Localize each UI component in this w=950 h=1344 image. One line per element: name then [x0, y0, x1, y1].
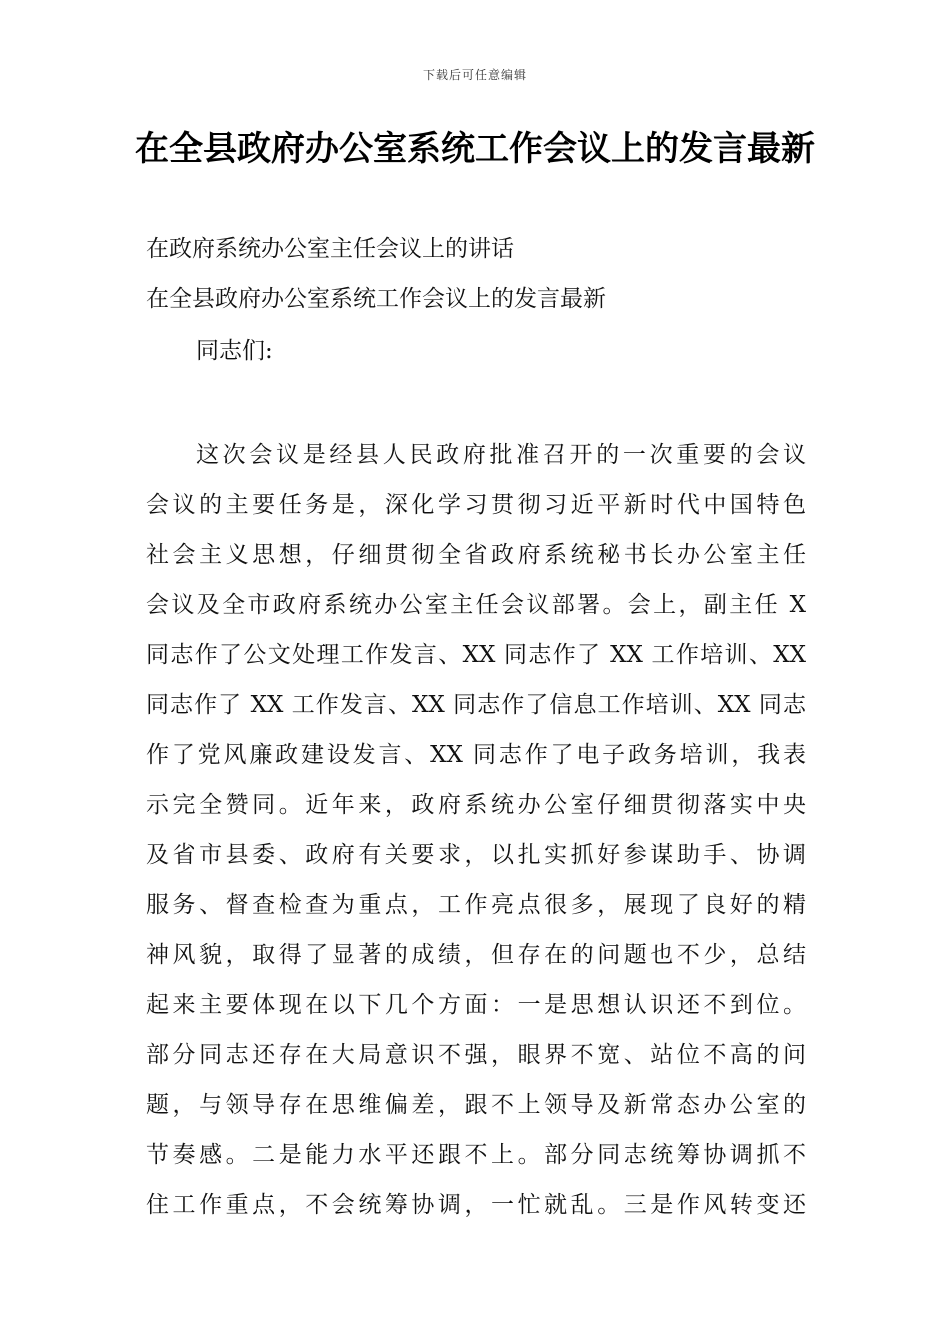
body-line: 示完全赞同。近年来，政府系统办公室仔细贯彻落实中央 [146, 792, 806, 818]
header-note: 下载后可任意编辑 [422, 68, 527, 82]
body-line: 节奏感。二是能力水平还跟不上。部分同志统筹协调抓不 [146, 1142, 806, 1168]
body-line: 服务、督查检查为重点，工作亮点很多，展现了良好的精 [146, 892, 806, 918]
body-line: 社会主义思想，仔细贯彻全省政府系统秘书长办公室主任 [146, 542, 806, 568]
body-line: 会议的主要任务是，深化学习贯彻习近平新时代中国特色 [146, 492, 806, 518]
body-line: 及省市县委、政府有关要求，以扎实抓好参谋助手、协调 [146, 842, 806, 868]
body-line: 部分同志还存在大局意识不强，眼界不宽、站位不高的问 [146, 1042, 806, 1068]
body-line: 神风貌，取得了显著的成绩，但存在的问题也不少，总结 [146, 942, 806, 968]
body-line: 作了党风廉政建设发言、XX 同志作了电子政务培训，我表 [146, 742, 806, 768]
body-line: 会议及全市政府系统办公室主任会议部署。会上，副主任 X [146, 592, 806, 618]
salutation: 同志们: [196, 338, 273, 364]
document-title: 在全县政府办公室系统工作会议上的发言最新 [135, 129, 815, 169]
body-line: 同志作了公文处理工作发言、XX 同志作了 XX 工作培训、XX [146, 642, 806, 668]
body-line: 题，与领导存在思维偏差，跟不上领导及新常态办公室的 [146, 1092, 806, 1118]
body-line: 同志作了 XX 工作发言、XX 同志作了信息工作培训、XX 同志 [146, 692, 806, 718]
subtitle-remarks: 在全县政府办公室系统工作会议上的发言最新 [146, 286, 606, 312]
body-paragraph [146, 430, 806, 1230]
body-line: 起来主要体现在以下几个方面：一是思想认识还不到位。 [146, 992, 806, 1018]
body-line: 这次会议是经县人民政府批准召开的一次重要的会议 [196, 442, 806, 468]
subtitle-speech: 在政府系统办公室主任会议上的讲话 [146, 236, 514, 262]
body-line: 住工作重点，不会统筹协调，一忙就乱。三是作风转变还 [146, 1192, 806, 1218]
